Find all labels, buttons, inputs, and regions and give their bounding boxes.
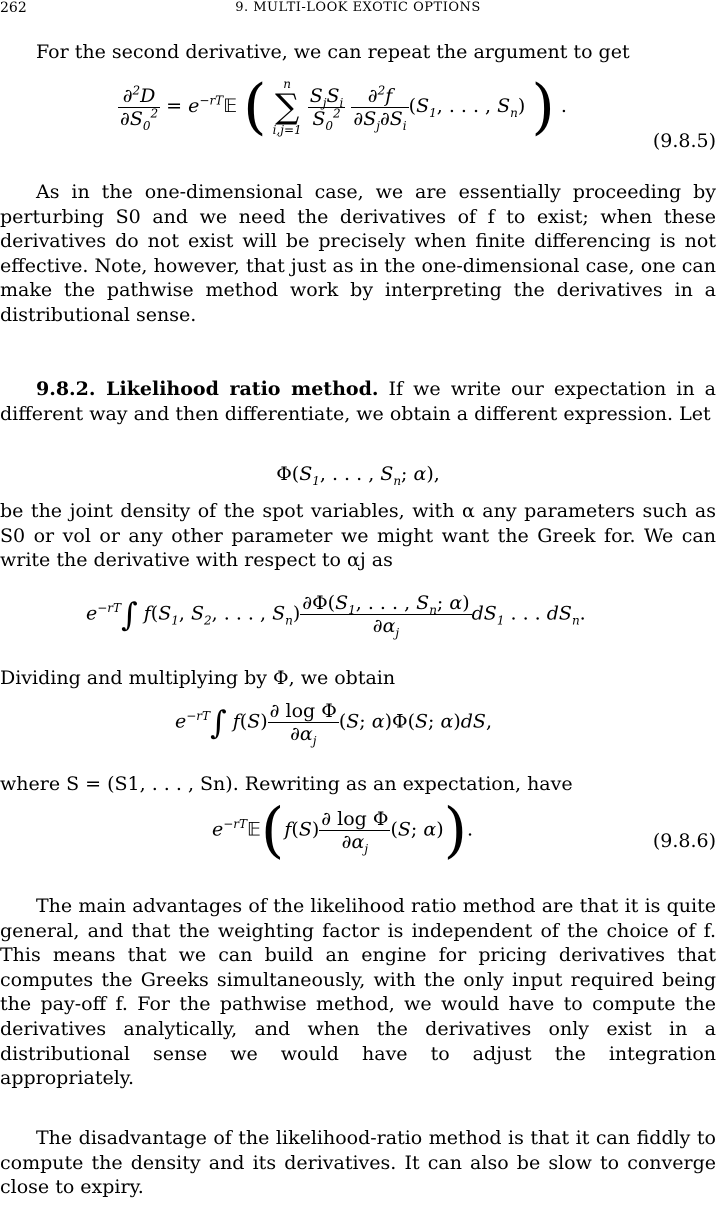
paragraph-second-derivative: For the second derivative, we can repeat the argument to get [36, 41, 630, 63]
paragraph-rewriting: where S = (S1, . . . , Sn). Rewriting as an expectation, have [0, 773, 573, 795]
equation-log-derivative: $e^{-rT}\int$ f(S) $\frac{\text{∂ log Φ}}{\partial\alpha_j}$ (S; α)Φ(S; α)dS, [175, 700, 492, 748]
running-header [0, 0, 716, 18]
paragraph-advantages: The main advantages of the likelihood ratio method are that it is quite general, and that the weighting factor is independent of the choice of f. This means that we can build an engine for pricing derivatives that computes the Greeks simultaneously, with the only input required being the pay-off f. For the pathwise method, we would have to compute the derivatives analytically, and when the derivatives only exist in a distributional sense we would have to adjust the integration appropriately. [0, 895, 716, 1090]
paragraph-dividing: Dividing and multiplying by Φ, we obtain [0, 667, 396, 689]
section-paragraph [0, 377, 716, 426]
equation-number-9-8-5: (9.8.5) [652, 130, 716, 152]
section-intro-text: If we write our expectation in a different way and then differentiate, we obtain a different expression. Let [0, 378, 716, 425]
equation-9-8-5: $\frac{\partial^2D}{\partial S_0^2}$ = $e^{-rT}𝔼$ ( n ∑ i,j=1 $\frac{S_jS_i}{S_0^2}$ $\frac{\partial^2f}{\partial S_j\partial S_i}$ ($S_1$, . . . , $S_n$) ) . (9.8.5) [120, 72, 716, 152]
paragraph-joint-density: be the joint density of the spot variables, with α any parameters such as S0 or vol or any other parameter we might want the Greek for. We can write the derivative with respect to αj as [0, 500, 716, 572]
paragraph-disadvantage: The disadvantage of the likelihood-ratio method is that it can fiddly to compute the density and its derivatives. It can also be slow to converge close to expiry. [0, 1127, 716, 1199]
equation-derivative-integral: $e^{-rT}\int$ $f(S_1$, $S_2$, . . . , $S_n$) $\frac{\partial\Phi(S_1, . . . , S_n; \alpha)}{\partial\alpha_j}$ $dS_1$ . . . $dS_n$. [86, 592, 586, 640]
running-title: 9. MULTI-LOOK EXOTIC OPTIONS [235, 0, 481, 15]
equation-9-8-6: $e^{-rT}𝔼(f(S)$ $\frac{\text{∂ log Φ}}{\partial\alpha_j}$ (S; α)). (9.8.6) [212, 795, 716, 866]
page-number: 262 [0, 0, 27, 16]
equation-joint-density: $\Phi(S_1$, . . . , $S_n$; α), [276, 463, 440, 488]
equation-number-9-8-6: (9.8.6) [652, 830, 716, 852]
paragraph-one-dimensional: As in the one-dimensional case, we are essentially proceeding by perturbing S0 and we need the derivatives of f to exist; when these derivatives do not exist will be precisely when finite differencing is not effective. Note, however, that just as in the one-dimensional case, one can make the pathwise method work by interpreting the derivatives in a distributional sense. [0, 181, 716, 326]
section-heading: 9.8.2. Likelihood ratio method. [36, 378, 379, 400]
